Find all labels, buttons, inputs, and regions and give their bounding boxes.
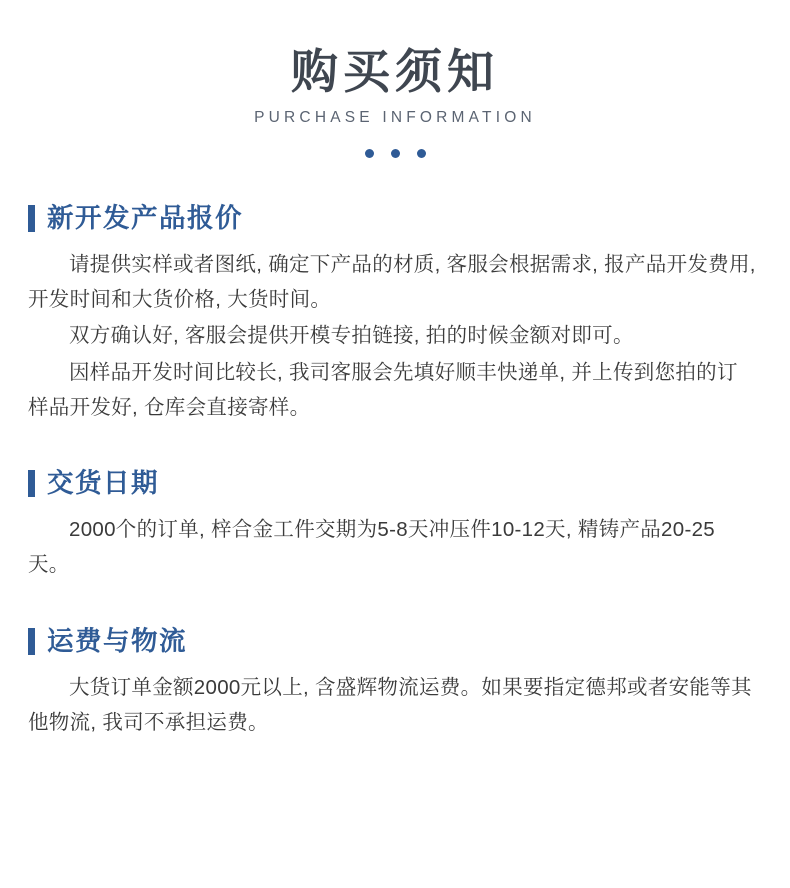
dot-divider bbox=[0, 149, 790, 158]
dot-icon bbox=[417, 149, 426, 158]
paragraph: 大货订单金额2000元以上, 含盛辉物流运费。如果要指定德邦或者安能等其他物流, 我司不承担运费。 bbox=[28, 675, 752, 735]
section-content bbox=[28, 512, 756, 583]
paragraph: 请提供实样或者图纸, 确定下产品的材质, 客服会根据需求, 报产品开发费用, 开发时间和大货价格, 大货时间。 bbox=[28, 252, 756, 312]
section-heading bbox=[28, 627, 756, 656]
dot-icon bbox=[391, 149, 400, 158]
section-delivery-date bbox=[28, 469, 756, 583]
section-content bbox=[28, 247, 756, 425]
heading-marker-icon bbox=[28, 628, 35, 655]
section-shipping-logistics bbox=[28, 627, 756, 741]
section-new-product-quote bbox=[28, 204, 756, 425]
section-content bbox=[28, 670, 756, 741]
section-heading bbox=[28, 469, 756, 498]
heading-marker-icon bbox=[28, 205, 35, 232]
section-title: 运费与物流 bbox=[47, 625, 187, 656]
section-heading bbox=[28, 204, 756, 233]
page-header bbox=[0, 0, 790, 158]
paragraph: 2000个的订单, 梓合金工件交期为5-8天冲压件10-12天, 精铸产品20-25天。 bbox=[28, 518, 715, 577]
section-title: 交货日期 bbox=[47, 468, 159, 499]
page-title: 购买须知 bbox=[291, 45, 499, 98]
section-title: 新开发产品报价 bbox=[47, 202, 243, 233]
heading-marker-icon bbox=[28, 470, 35, 497]
paragraph: 双方确认好, 客服会提供开模专拍链接, 拍的时候金额对即可。 bbox=[69, 324, 634, 348]
paragraph: 因样品开发时间比较长, 我司客服会先填好顺丰快递单, 并上传到您拍的订样品开发好, 仓库会直接寄样。 bbox=[28, 360, 738, 419]
dot-icon bbox=[365, 149, 374, 158]
page-subtitle: PURCHASE INFORMATION bbox=[254, 108, 536, 126]
content-body bbox=[0, 204, 790, 741]
